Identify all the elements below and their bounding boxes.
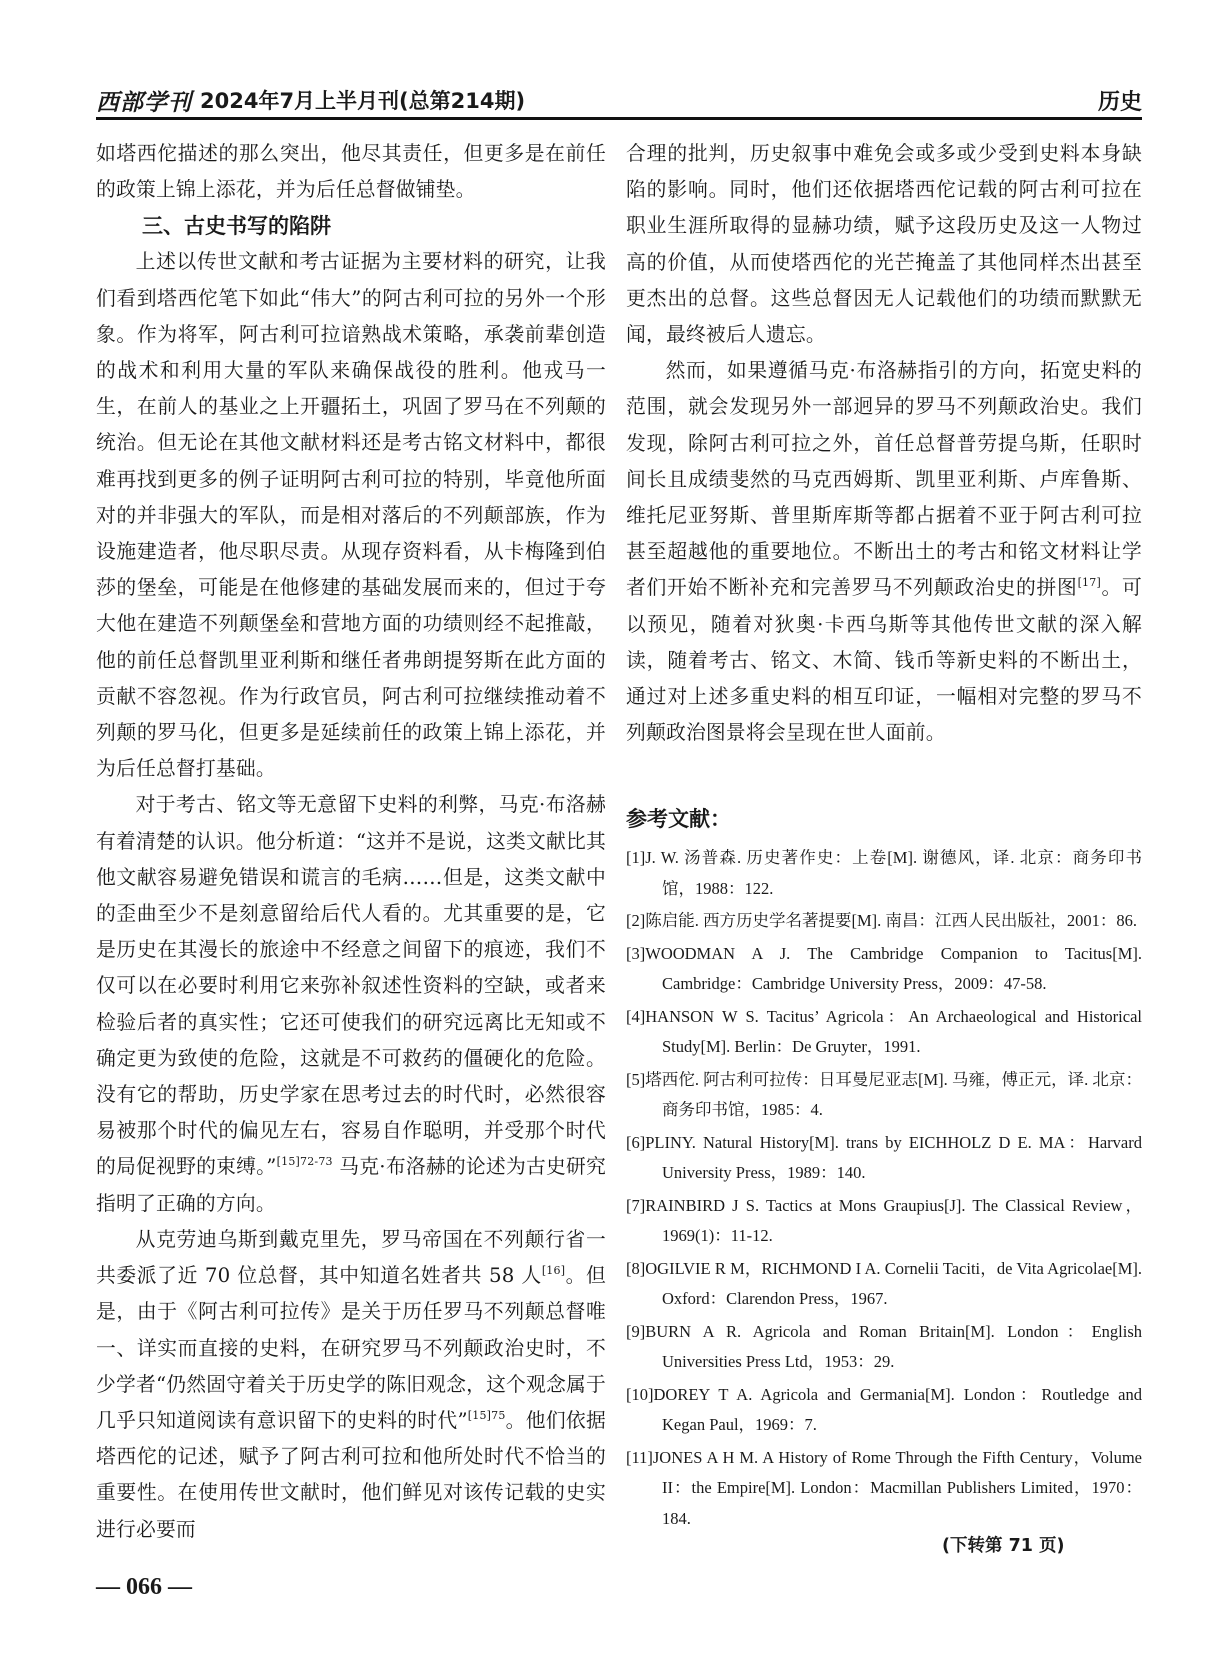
running-header — [96, 76, 1142, 120]
left-paragraph-2: 上述以传世文献和考古证据为主要材料的研究，让我们看到塔西佗笔下如此“伟大”的阿古利可拉的另外一个形象。作为将军，阿古利可拉谙熟战术策略，承袭前辈创造的战术和利用大量的军队来确保战役的胜利。他戎马一生，在前人的基业之上开疆拓土，巩固了罗马在不列颠的统治。但无论在其他文献材料还是考古铭文材料中，都很难再找到更多的例子证明阿古利可拉的特别，毕竟他所面对的并非强大的军队，而是相对落后的不列颠部族，作为设施建造者，他尽职尽责。从现存资料看，从卡梅隆到伯莎的堡垒，可能是在他修建的基础发展而来的，但过于夸大他在建造不列颠堡垒和营地方面的功绩则经不起推敲，他的前任总督凯里亚利斯和继任者弗朗提努斯在此方面的贡献不容忽视。作为行政官员，阿古利可拉继续推动着不列颠的罗马化，但更多是延续前任的政策上锦上添花，并为后任总督打基础。 — [96, 250, 606, 781]
left-column — [96, 136, 606, 1548]
citation-15: [15]72-73 — [276, 1155, 333, 1169]
left-paragraph-3 — [96, 787, 606, 1221]
reference-item: [6]PLINY. Natural History[M]. trans by EICHHOLZ D E. MA：Harvard University Press，1989：140. — [626, 1132, 1142, 1183]
citation-17: [17] — [1077, 576, 1101, 590]
quote-tail: 马克·布洛赫的论述为古史研究指明了正确的方向。 — [96, 1155, 607, 1215]
section-label: 历史 — [1097, 90, 1142, 115]
reference-list — [626, 843, 1142, 1534]
reference-item: [1]J. W. 汤普森. 历史著作史：上卷[M]. 谢德风，译. 北京：商务印书馆，1988：122. — [626, 848, 1142, 898]
citation-15-75: [15]75 — [467, 1408, 506, 1422]
para2-part-a: 然而，如果遵循马克·布洛赫指引的方向，拓宽史料的范围，就会发现另外一部迥异的罗马不列颠政治史。我们发现，除阿古利可拉之外，首任总督普劳提乌斯，任职时间长且成绩斐然的马克西姆斯、凯里亚利斯、卢库鲁斯、维托尼亚努斯、普里斯库斯等都占据着不亚于阿古利可拉甚至超越他的重要地位。不断出土的考古和铭文材料让学者们开始不断补充和完善罗马不列颠政治史的拼图 — [626, 359, 1142, 600]
reference-item: [5]塔西佗. 阿古利可拉传：日耳曼尼亚志[M]. 马雍，傅正元，译. 北京：商务印书馆，1985：4. — [626, 1069, 1142, 1120]
reference-item: [8]OGILVIE R M，RICHMOND I A. Cornelii Taciti，de Vita Agricolae[M]. Oxford：Clarendon Press，1967. — [626, 1258, 1142, 1309]
reference-item: [3]WOODMAN A J. The Cambridge Companion to Tacitus[M]. Cambridge：Cambridge University Press，2009：47-58. — [626, 943, 1142, 994]
reference-item: [2]陈启能. 西方历史学名著提要[M]. 南昌：江西人民出版社，2001：86. — [626, 911, 1138, 931]
right-paragraph-1: 合理的批判，历史叙事中难免会或多或少受到史料本身缺陷的影响。同时，他们还依据塔西佗记载的阿古利可拉在职业生涯所取得的显赫功绩，赋予这段历史及这一人物过高的价值，从而使塔西佗的光芒掩盖了其他同样杰出甚至更杰出的总督。这些总督因无人记载他们的功绩而默默无闻，最终被后人遗忘。 — [626, 142, 1142, 347]
quote-text: 对于考古、铭文等无意留下史料的利弊，马克·布洛赫有着清楚的认识。他分析道：“这并不是说，这类文献比其他文献容易避免错误和谎言的毛病……但是，这类文献中的歪曲至少不是刻意留给后代人看的。尤其重要的是，它是历史在其漫长的旅途中不经意之间留下的痕迹，我们不仅可以在必要时利用它来弥补叙述性资料的空缺，或者来检验后者的真实性；它还可使我们的研究远离比无知或不确定更为致使的危险，这就是不可救药的僵硬化的危险。没有它的帮助，历史学家在思考过去的时代时，必然很容易被那个时代的偏见左右，容易自作聪明，并受那个时代的局促视野的束缚。” — [96, 793, 606, 1179]
reference-item: [11]JONES A H M. A History of Rome Through the Fifth Century，Volume II：the Empire[M]. London：Macmillan Publishers Limited，1970：184. — [626, 1447, 1142, 1528]
header-rule — [96, 117, 1142, 120]
reference-item: [9]BURN A R. Agricola and Roman Britain[M]. London：English Universities Press Ltd，1953：29. — [626, 1321, 1142, 1372]
issue-info: 2024年7月上半月刊(总第214期) — [200, 89, 526, 113]
citation-16: [16] — [541, 1264, 566, 1278]
para4-part-a: 从克劳迪乌斯到戴克里先，罗马帝国在不列颠行省一共委派了近 70 位总督，其中知道名姓者共 58 人 — [96, 1227, 606, 1288]
journal-logo: 西部学刊 — [96, 89, 192, 116]
right-column — [626, 136, 1142, 1536]
para4-part-b: 。但是，由于《阿古利可拉传》是关于历任罗马不列颠总督唯一、详实而直接的史料，在研究罗马不列颠政治史时，不少学者“仍然固守着关于历史学的陈旧观念，这个观念属于几乎只知道阅读有意识留下的史料的时代” — [96, 1264, 606, 1432]
reference-item: [4]HANSON W S. Tacitus’ Agricola：An Archaeological and Historical Study[M]. Berlin：De Gruyter，1991. — [626, 1006, 1142, 1057]
reference-item: [7]RAINBIRD J S. Tactics at Mons Graupius[J]. The Classical Review，1969(1)：11-12. — [626, 1195, 1142, 1246]
left-paragraph-1: 如塔西佗描述的那么突出，他尽其责任，但更多是在前任的政策上锦上添花，并为后任总督做铺垫。 — [96, 142, 606, 202]
right-paragraph-2 — [626, 353, 1142, 751]
reference-item: [10]DOREY T A. Agricola and Germania[M]. London：Routledge and Kegan Paul，1969：7. — [626, 1384, 1142, 1435]
para4-part-c: 。他们依据塔西佗的记述，赋予了阿古利可拉和他所处时代不恰当的重要性。在使用传世文献时，他们鲜见对该传记载的史实进行必要而 — [96, 1408, 606, 1541]
page-number: — 066 — — [96, 1574, 192, 1600]
para2-part-b: 。可以预见，随着对狄奥·卡西乌斯等其他传世文献的深入解读，随着考古、铭文、木简、钱币等新史料的不断出土，通过对上述多重史料的相互印证，一幅相对完整的罗马不列颠政治图景将会呈现在世人面前。 — [626, 576, 1143, 745]
left-paragraph-4 — [96, 1222, 606, 1548]
section-heading: 三、古史书写的陷阱 — [142, 214, 331, 239]
references-title: 参考文献： — [626, 807, 731, 832]
continued-note: (下转第 71 页) — [942, 1536, 1065, 1556]
